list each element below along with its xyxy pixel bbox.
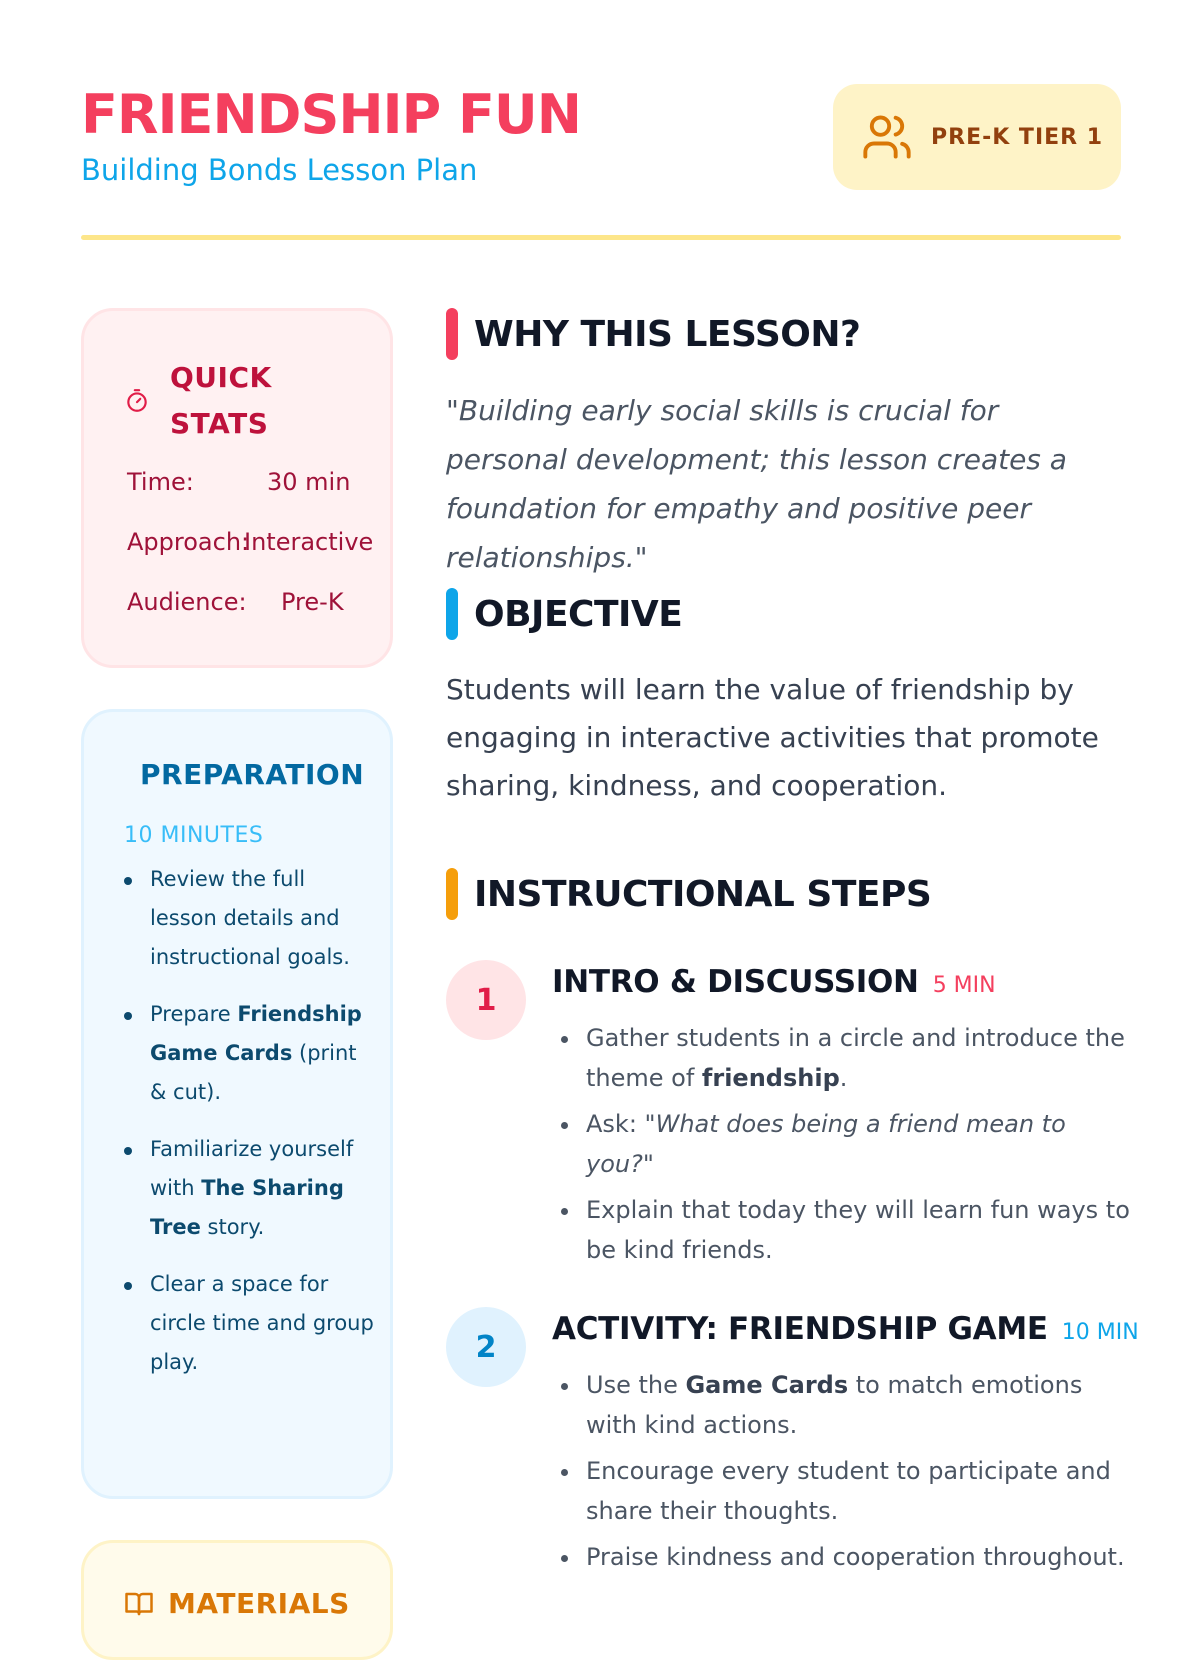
- page-header: [81, 84, 1121, 194]
- step-bullets: [552, 1365, 1132, 1583]
- stat-label: Time:: [127, 468, 194, 496]
- preparation-card: [81, 709, 393, 1499]
- steps-section-header: [446, 868, 931, 920]
- quick-stats-card: [81, 308, 393, 668]
- steps-title: INSTRUCTIONAL STEPS: [474, 873, 932, 915]
- materials-card: [81, 1540, 393, 1660]
- stat-value: Interactive: [244, 528, 374, 556]
- step-title: INTRO & DISCUSSION: [552, 964, 919, 1000]
- stat-value: Pre-K: [281, 588, 344, 616]
- stat-row-time: [127, 468, 351, 496]
- stat-label: Approach:: [127, 528, 250, 556]
- quick-stats-title: QUICK STATS: [170, 361, 272, 440]
- list-item: Praise kindness and cooperation throughout.: [552, 1537, 1132, 1577]
- book-icon: [124, 1589, 154, 1619]
- step-time: 10 MIN: [1061, 1320, 1139, 1345]
- materials-title: MATERIALS: [168, 1587, 350, 1620]
- tier-label: PRE-K TIER 1: [931, 124, 1104, 150]
- list-item: Explain that today they will learn fun ways to be kind friends.: [552, 1190, 1132, 1270]
- list-item: Review the full lesson details and instructional goals.: [124, 860, 374, 977]
- page-title: FRIENDSHIP FUN: [81, 83, 581, 146]
- objective-text: Students will learn the value of friendship by engaging in interactive activities that promote sharing, kindness, and cooperation.: [446, 673, 1099, 802]
- step-time: 5 MIN: [932, 973, 996, 998]
- step-header: [552, 1311, 1139, 1347]
- objective-title: OBJECTIVE: [474, 593, 683, 635]
- preparation-list: [124, 860, 374, 1400]
- why-title: WHY THIS LESSON?: [474, 313, 861, 355]
- section-accent-bar: [446, 868, 458, 920]
- tier-badge: [833, 84, 1121, 190]
- why-section-header: [446, 308, 860, 360]
- step-number-badge: 1: [446, 960, 526, 1040]
- list-item: Clear a space for circle time and group play.: [124, 1265, 374, 1382]
- preparation-title: PREPARATION: [140, 758, 365, 791]
- step-number-badge: 2: [446, 1307, 526, 1387]
- stat-label: Audience:: [127, 588, 247, 616]
- stat-value: 30 min: [267, 468, 351, 496]
- list-item: Gather students in a circle and introduce the theme of friendship.: [552, 1018, 1132, 1098]
- preparation-duration: 10 MINUTES: [124, 823, 264, 848]
- list-item: Ask: "What does being a friend mean to you?": [552, 1104, 1132, 1184]
- header-divider: [81, 235, 1121, 240]
- objective-section-header: [446, 588, 682, 640]
- step-bullets: [552, 1018, 1132, 1276]
- stat-row-audience: [127, 588, 344, 616]
- quick-stats-header: [124, 355, 310, 447]
- section-accent-bar: [446, 308, 458, 360]
- section-accent-bar: [446, 588, 458, 640]
- stopwatch-icon: [124, 388, 150, 414]
- stat-row-approach: [127, 528, 374, 556]
- list-item: Familiarize yourself with The Sharing Tree story.: [124, 1130, 374, 1247]
- step-header: [552, 964, 996, 1000]
- list-item: Prepare Friendship Game Cards (print & cut).: [124, 995, 374, 1112]
- list-item: Encourage every student to participate and share their thoughts.: [552, 1451, 1132, 1531]
- step-title: ACTIVITY: FRIENDSHIP GAME: [552, 1311, 1048, 1347]
- page-subtitle: Building Bonds Lesson Plan: [81, 153, 478, 187]
- users-icon: [861, 111, 913, 163]
- list-item: Use the Game Cards to match emotions with kind actions.: [552, 1365, 1132, 1445]
- why-quote: "Building early social skills is crucial for personal development; this lesson creates a foundation for empathy and positive peer relationships.": [446, 394, 1067, 574]
- materials-header: [124, 1587, 350, 1620]
